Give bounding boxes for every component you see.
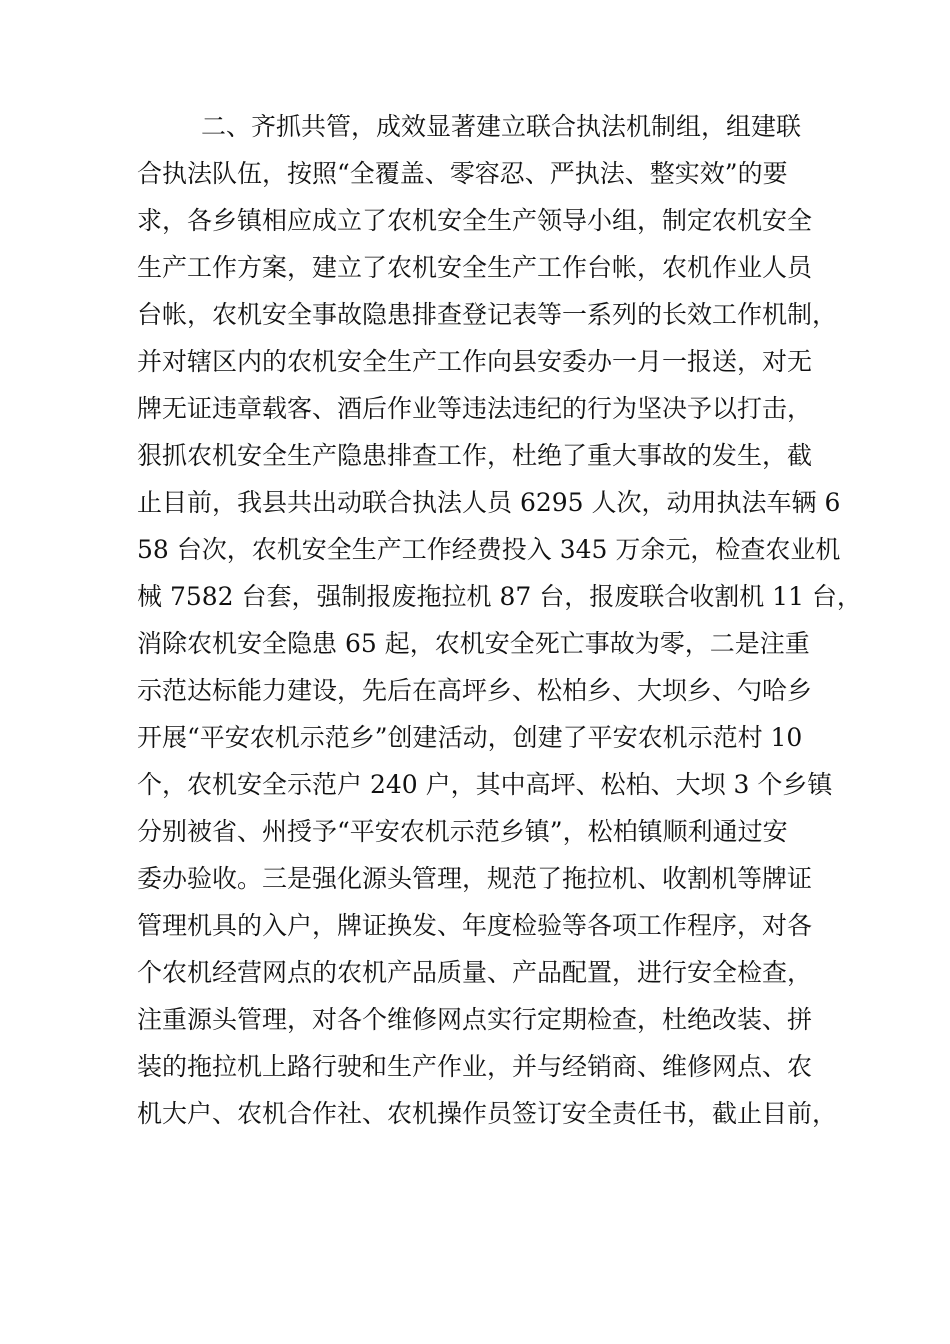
paragraph-line: 装的拖拉机上路行驶和生产作业，并与经销商、维修网点、农 bbox=[137, 1052, 813, 1081]
paragraph-line: 开展“平安农机示范乡”创建活动，创建了平安农机示范村 10 bbox=[137, 723, 803, 752]
paragraph-line: 示范达标能力建设，先后在高坪乡、松柏乡、大坝乡、勺哈乡 bbox=[137, 676, 813, 705]
paragraph-line: 止目前，我县共出动联合执法人员 6295 人次，动用执法车辆 6 bbox=[137, 488, 841, 517]
paragraph-line: 注重源头管理，对各个维修网点实行定期检查，杜绝改装、拼 bbox=[137, 1005, 813, 1034]
paragraph-line: 分别被省、州授予“平安农机示范乡镇”，松柏镇顺利通过安 bbox=[137, 817, 788, 846]
paragraph-line: 委办验收。三是强化源头管理，规范了拖拉机、收割机等牌证 bbox=[137, 864, 813, 893]
paragraph-line: 消除农机安全隐患 65 起，农机安全死亡事故为零，二是注重 bbox=[137, 629, 810, 658]
paragraph-line: 合执法队伍，按照“全覆盖、零容忍、严执法、整实效”的要 bbox=[137, 159, 788, 188]
paragraph-line: 二、齐抓共管，成效显著建立联合执法机制组，组建联 bbox=[201, 112, 802, 141]
paragraph-line: 并对辖区内的农机安全生产工作向县安委办一月一报送，对无 bbox=[137, 347, 813, 376]
paragraph-line: 牌无证违章载客、酒后作业等违法违纪的行为坚决予以打击， bbox=[137, 394, 813, 423]
paragraph-line: 58 台次，农机安全生产工作经费投入 345 万余元，检查农业机 bbox=[137, 535, 841, 564]
paragraph-line: 管理机具的入户，牌证换发、年度检验等各项工作程序，对各 bbox=[137, 911, 813, 940]
paragraph-line: 台帐，农机安全事故隐患排查登记表等一系列的长效工作机制， bbox=[137, 300, 838, 329]
paragraph-line: 狠抓农机安全生产隐患排查工作，杜绝了重大事故的发生，截 bbox=[137, 441, 813, 470]
body-paragraph bbox=[137, 103, 862, 1137]
paragraph-line: 机大户、农机合作社、农机操作员签订安全责任书，截止目前， bbox=[137, 1099, 838, 1128]
paragraph-line: 求，各乡镇相应成立了农机安全生产领导小组，制定农机安全 bbox=[137, 206, 813, 235]
paragraph-line: 械 7582 台套，强制报废拖拉机 87 台，报废联合收割机 11 台， bbox=[137, 582, 862, 611]
paragraph-line: 个农机经营网点的农机产品质量、产品配置，进行安全检查， bbox=[137, 958, 813, 987]
paragraph-line: 生产工作方案，建立了农机安全生产工作台帐，农机作业人员 bbox=[137, 253, 813, 282]
paragraph-line: 个，农机安全示范户 240 户，其中高坪、松柏、大坝 3 个乡镇 bbox=[137, 770, 833, 799]
